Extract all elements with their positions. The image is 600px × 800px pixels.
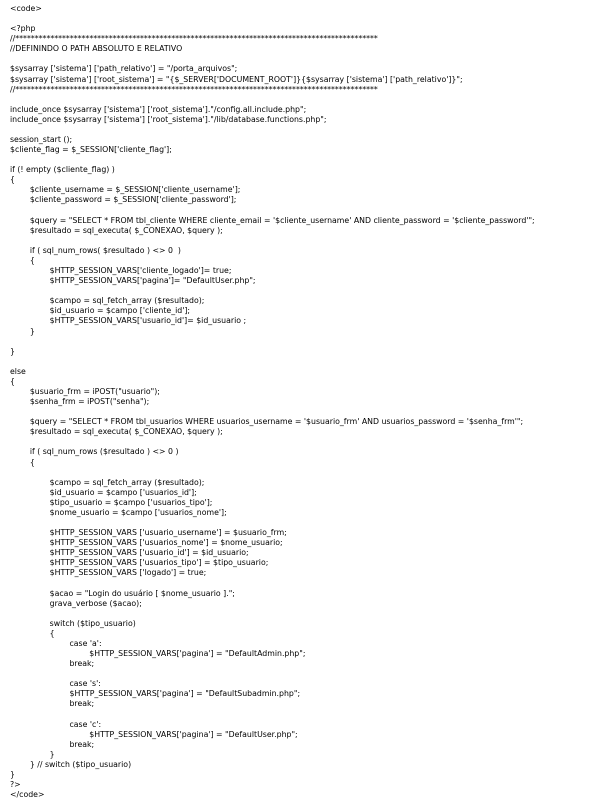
code-line: $HTTP_SESSION_VARS['pagina']= "DefaultUser.php";: [10, 276, 256, 286]
code-line: $resultado = sql_executa( $_CONEXAO, $query );: [10, 225, 223, 235]
code-line: $HTTP_SESSION_VARS ['logado'] = true;: [10, 568, 207, 578]
code-line: else: [10, 366, 26, 376]
code-line: [10, 609, 595, 619]
code-line: case 'a':: [10, 638, 102, 648]
code-line: [10, 286, 595, 296]
code-line: $resultado = sql_executa( $_CONEXAO, $query );: [10, 427, 223, 437]
code-line: switch ($tipo_usuario): [10, 618, 136, 628]
code-line: $campo = sql_fetch_array ($resultado);: [10, 296, 205, 306]
code-line: [10, 669, 595, 679]
code-line: [10, 518, 595, 528]
code-line: $cliente_password = $_SESSION['cliente_password'];: [10, 195, 237, 205]
code-line: [10, 125, 595, 135]
code-line: [10, 95, 595, 105]
code-line: }: [10, 326, 35, 336]
code-line: $HTTP_SESSION_VARS['pagina'] = "DefaultUser.php";: [10, 729, 298, 739]
code-line: ?>: [10, 780, 21, 790]
code-line: $id_usuario = $campo ['cliente_id'];: [10, 306, 191, 316]
code-line: <?php: [10, 24, 36, 34]
code-line: $sysarray ['sistema'] ['root_sistema'] = "{$_SERVER['DOCUMENT_ROOT']}{$sysarray ['sistema'] ['path_relativo']}";: [10, 74, 463, 84]
code-line: break;: [10, 699, 95, 709]
code-line: //*********************************************************************************************: [10, 34, 378, 44]
code-line: include_once $sysarray ['sistema'] ['root_sistema']."/config.all.include.php";: [10, 104, 307, 114]
code-line: [10, 407, 595, 417]
code-line: </code>: [10, 790, 45, 800]
code-line: }: [10, 749, 55, 759]
code-line: } // switch ($tipo_usuario): [10, 759, 132, 769]
code-line: [10, 54, 595, 64]
code-line: [10, 709, 595, 719]
code-line: $cliente_username = $_SESSION['cliente_username'];: [10, 185, 241, 195]
code-line: {: [10, 376, 15, 386]
code-line: $acao = "Login do usuário [ $nome_usuario ].";: [10, 588, 235, 598]
code-line: [10, 206, 595, 216]
code-line: [10, 14, 595, 24]
code-line: $HTTP_SESSION_VARS['usuario_id']= $id_usuario ;: [10, 316, 247, 326]
code-line: {: [10, 628, 55, 638]
code-line: $HTTP_SESSION_VARS ['usuarios_nome'] = $nome_usuario;: [10, 538, 283, 548]
code-line: include_once $sysarray ['sistema'] ['root_sistema']."/lib/database.functions.php";: [10, 114, 327, 124]
code-line: [10, 337, 595, 347]
code-line: {: [10, 457, 35, 467]
code-line: //DEFININDO O PATH ABSOLUTO E RELATIVO: [10, 44, 183, 54]
code-line: $senha_frm = iPOST("senha");: [10, 397, 150, 407]
code-line: $HTTP_SESSION_VARS['cliente_logado']= true;: [10, 266, 232, 276]
code-line: $id_usuario = $campo ['usuarios_id'];: [10, 487, 197, 497]
code-line: if (! empty ($cliente_flag) ): [10, 165, 115, 175]
code-line: case 'c':: [10, 719, 102, 729]
code-line: if ( sql_num_rows ($resultado ) <> 0 ): [10, 447, 179, 457]
code-line: [10, 155, 595, 165]
code-line: $usuario_frm = iPOST("usuario");: [10, 386, 160, 396]
code-line: [10, 357, 595, 367]
code-line: $campo = sql_fetch_array ($resultado);: [10, 477, 205, 487]
code-line: [10, 236, 595, 246]
code-line: {: [10, 255, 35, 265]
code-line: [10, 578, 595, 588]
code-line: //*********************************************************************************************: [10, 84, 378, 94]
code-line: $HTTP_SESSION_VARS ['usuarios_tipo'] = $tipo_usuario;: [10, 558, 269, 568]
code-line: break;: [10, 739, 95, 749]
code-line: $HTTP_SESSION_VARS ['usuario_id'] = $id_usuario;: [10, 548, 249, 558]
code-line: break;: [10, 659, 95, 669]
code-line: $HTTP_SESSION_VARS['pagina'] = "DefaultAdmin.php";: [10, 649, 306, 658]
code-line: if ( sql_num_rows( $resultado ) <> 0 ): [10, 245, 181, 255]
code-line: $query = "SELECT * FROM tbl_usuarios WHERE usuarios_username = '$usuario_frm' AND usuarios_password = '$senha_frm'";: [10, 417, 524, 427]
code-line: }: [10, 346, 15, 356]
code-line: $HTTP_SESSION_VARS['pagina'] = "DefaultSubadmin.php";: [10, 689, 301, 699]
code-line: $query = "SELECT * FROM tbl_cliente WHERE cliente_email = '$cliente_username' AND cliente_password = '$cliente_password'";: [10, 215, 535, 225]
code-line: grava_verbose ($acao);: [10, 598, 142, 608]
code-line: [10, 468, 595, 478]
code-line: $nome_usuario = $campo ['usuarios_nome'];: [10, 507, 227, 517]
code-line: [10, 437, 595, 447]
code-line: $cliente_flag = $_SESSION['cliente_flag'];: [10, 145, 172, 155]
code-line: {: [10, 175, 15, 185]
code-line: session_start ();: [10, 135, 73, 145]
code-line: $tipo_usuario = $campo ['usuarios_tipo'];: [10, 497, 213, 507]
php-code-listing: [10, 4, 595, 800]
code-line: case 's':: [10, 679, 101, 689]
code-line: <code>: [10, 4, 42, 13]
code-line: $sysarray ['sistema'] ['path_relativo'] = "/porta_arquivos";: [10, 64, 238, 74]
code-line: $HTTP_SESSION_VARS ['usuario_username'] = $usuario_frm;: [10, 528, 287, 538]
code-line: }: [10, 769, 15, 779]
